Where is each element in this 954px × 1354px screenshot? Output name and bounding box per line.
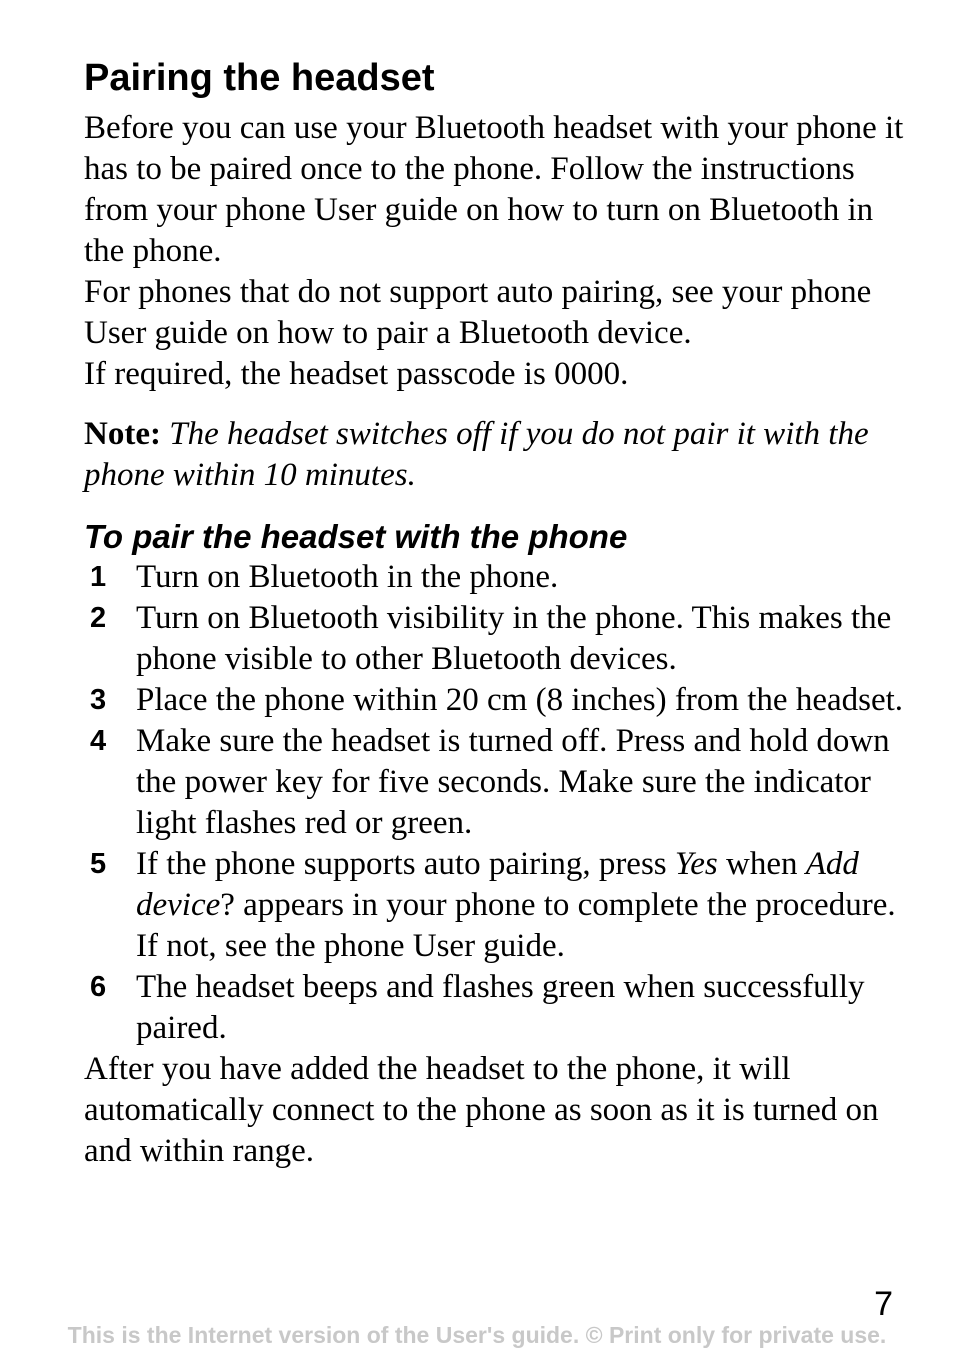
step-text — [136, 846, 896, 964]
intro-paragraph: Before you can use your Bluetooth headset with your phone it has to be paired once to the phone. Follow the instructions from your phone User guide on how to turn on Bluetooth in the phone. — [84, 110, 904, 269]
step-text: Make sure the headset is turned off. Press and hold down the power key for five seconds. Make sure the indicator light flashes red or green. — [136, 723, 890, 841]
step-number: 4 — [90, 725, 107, 757]
step-text-part: when — [717, 846, 806, 882]
outro-paragraph: After you have added the headset to the phone, it will automatically connect to the phone as soon as it is turned on and within range. — [84, 1051, 879, 1169]
step-number: 3 — [90, 684, 107, 716]
step-number: 2 — [90, 602, 107, 634]
step-text: The headset beeps and flashes green when successfully paired. — [136, 969, 865, 1046]
step-text: Turn on Bluetooth visibility in the phone. This makes the phone visible to other Bluetooth devices. — [136, 600, 892, 677]
step-number: 6 — [90, 971, 107, 1003]
note-text: The headset switches off if you do not pair it with the phone within 10 minutes. — [84, 416, 869, 493]
intro-section — [84, 108, 904, 395]
steps-list — [84, 557, 904, 1049]
list-item — [84, 598, 904, 680]
page-content — [84, 52, 904, 1172]
step-text: Place the phone within 20 cm (8 inches) from the headset. — [136, 682, 904, 718]
step-number: 1 — [90, 561, 107, 593]
list-item — [84, 844, 904, 967]
step-text: Turn on Bluetooth in the phone. — [136, 559, 559, 595]
intro-paragraph: For phones that do not support auto pairing, see your phone User guide on how to pair a Bluetooth device. — [84, 274, 872, 351]
footer-notice: This is the Internet version of the User's guide. © Print only for private use. — [67, 1322, 887, 1348]
list-item — [84, 557, 904, 598]
yes-option: Yes — [674, 846, 718, 882]
note-label: Note: — [84, 416, 161, 452]
list-item — [84, 721, 904, 844]
note — [84, 414, 904, 496]
step-text-part: If the phone supports auto pairing, press — [136, 846, 675, 882]
section-subheading: To pair the headset with the phone — [84, 518, 628, 555]
list-item — [84, 967, 904, 1049]
step-number: 5 — [90, 848, 107, 880]
page-heading: Pairing the headset — [84, 57, 435, 99]
step-text-part: ? appears in your phone to complete the procedure. If not, see the phone User guide. — [136, 887, 896, 964]
list-item — [84, 680, 904, 721]
page-number: 7 — [874, 1285, 893, 1323]
add-device-prompt: Add device — [136, 846, 859, 923]
intro-paragraph: If required, the headset passcode is 0000. — [84, 356, 629, 392]
